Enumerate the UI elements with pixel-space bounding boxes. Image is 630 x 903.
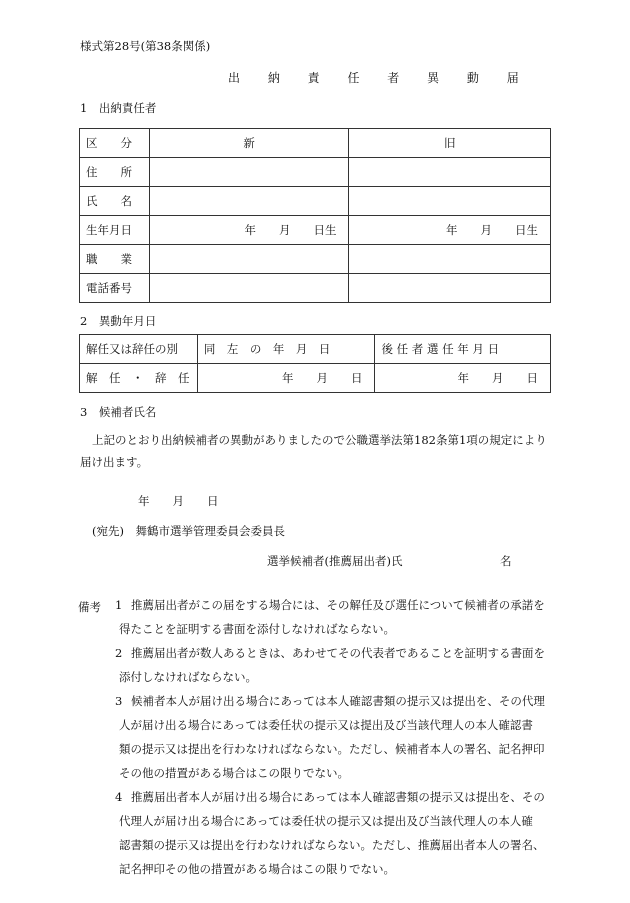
- statement-line-2: 届け出ます。: [80, 455, 149, 469]
- change-date-table: [79, 334, 551, 393]
- section1-heading: 1 出納責任者: [80, 101, 157, 115]
- notes-label: 備考: [78, 600, 101, 614]
- column-new: 新: [149, 129, 349, 158]
- note-3-line: 類の提示又は提出を行わなければならない。ただし、候補者本人の署名、記名押印: [119, 742, 545, 756]
- old-address-field[interactable]: [349, 158, 551, 187]
- successor-date-field[interactable]: 年 月 日: [375, 364, 551, 393]
- row-label-name: 氏 名: [80, 187, 150, 216]
- note-4-number: 4: [115, 790, 123, 804]
- section2-heading: 2 異動年月日: [80, 314, 157, 328]
- column-label: 区 分: [80, 129, 150, 158]
- new-phone-field[interactable]: [149, 274, 349, 303]
- note-3-line: 候補者本人が届け出る場合にあっては本人確認書類の提示又は提出を、その代理: [131, 694, 545, 708]
- submission-date: 年 月 日: [138, 494, 219, 508]
- new-birthdate-field[interactable]: 年 月 日生: [149, 216, 349, 245]
- note-4-line: 認書類の提示又は提出を行わなければならない。ただし、推薦届出者本人の署名、: [119, 838, 545, 852]
- row-label-address: 住 所: [80, 158, 150, 187]
- note-4-line: 代理人が届け出る場合にあっては委任状の提示又は提出及び当該代理人の本人確: [119, 814, 533, 828]
- dismissal-resignation-label: 解 任 ・ 辞 任: [80, 364, 198, 393]
- note-1-number: 1: [115, 598, 123, 612]
- note-2-number: 2: [115, 646, 123, 660]
- section3-heading: 3 候補者氏名: [80, 405, 157, 419]
- page-title: 出 納 責 任 者 異 動 届: [228, 71, 531, 85]
- dismissal-type-label: 解任又は辞任の別: [80, 335, 198, 364]
- successor-date-label: 後 任 者 選 任 年 月 日: [375, 335, 551, 364]
- row-label-phone: 電話番号: [80, 274, 150, 303]
- treasurer-table: [79, 128, 551, 303]
- row-label-birthdate: 生年月日: [80, 216, 150, 245]
- addressee: (宛先) 舞鶴市選挙管理委員会委員長: [92, 524, 285, 538]
- signature-label: 選挙候補者(推薦届出者)氏: [267, 554, 403, 568]
- new-address-field[interactable]: [149, 158, 349, 187]
- note-4-line: 記名押印その他の措置がある場合はこの限りでない。: [119, 862, 395, 876]
- form-number: 様式第28号(第38条関係): [80, 39, 211, 53]
- same-date-label: 同 左 の 年 月 日: [197, 335, 375, 364]
- new-name-field[interactable]: [149, 187, 349, 216]
- same-date-field[interactable]: 年 月 日: [197, 364, 375, 393]
- signature-suffix: 名: [500, 554, 512, 568]
- note-4-line: 推薦届出者本人が届け出る場合にあっては本人確認書類の提示又は提出を、その: [131, 790, 545, 804]
- old-birthdate-field[interactable]: 年 月 日生: [349, 216, 551, 245]
- note-1-line: 推薦届出者がこの届をする場合には、その解任及び選任について候補者の承諾を: [131, 598, 545, 612]
- note-3-line: その他の措置がある場合はこの限りでない。: [119, 766, 349, 780]
- old-name-field[interactable]: [349, 187, 551, 216]
- note-2-line: 添付しなければならない。: [119, 670, 257, 684]
- old-occupation-field[interactable]: [349, 245, 551, 274]
- note-2-line: 推薦届出者が数人あるときは、あわせてその代表者であることを証明する書面を: [131, 646, 545, 660]
- note-3-number: 3: [115, 694, 123, 708]
- row-label-occupation: 職 業: [80, 245, 150, 274]
- statement-line-1: 上記のとおり出納候補者の異動がありましたので公職選挙法第182条第1項の規定により: [92, 433, 547, 447]
- old-phone-field[interactable]: [349, 274, 551, 303]
- new-occupation-field[interactable]: [149, 245, 349, 274]
- note-1-line: 得たことを証明する書面を添付しなければならない。: [119, 622, 395, 636]
- note-3-line: 人が届け出る場合にあっては委任状の提示又は提出及び当該代理人の本人確認書: [119, 718, 533, 732]
- column-old: 旧: [349, 129, 551, 158]
